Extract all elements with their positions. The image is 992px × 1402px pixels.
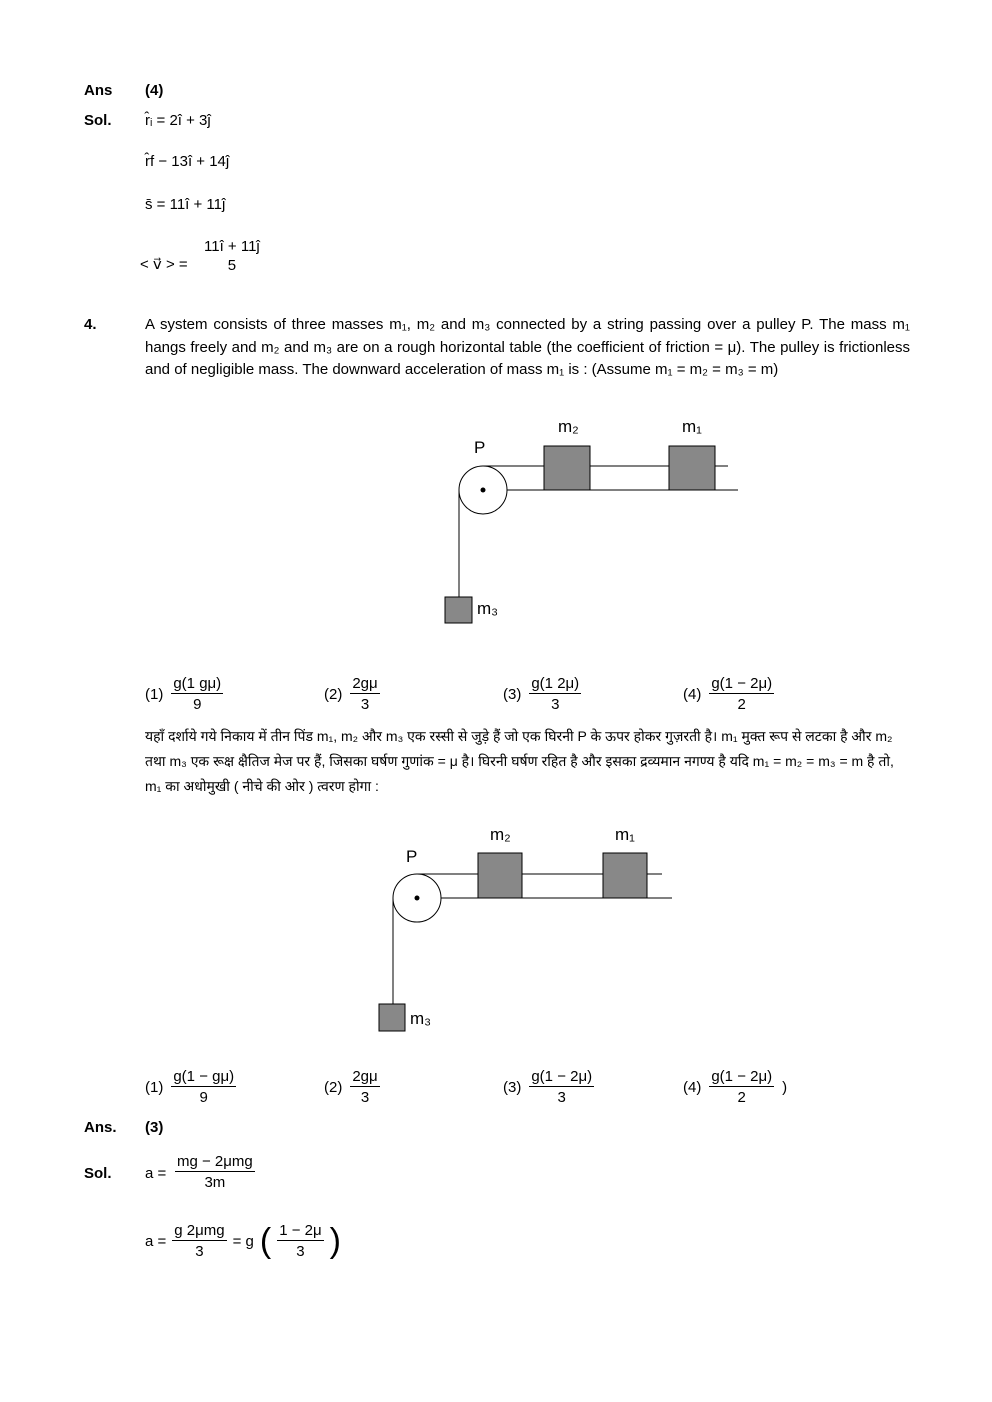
block-m2	[544, 446, 590, 490]
pulley-diagram-english	[0, 400, 992, 640]
equation-1-fraction: mg − 2μmg 3m	[177, 1153, 253, 1191]
equation-1-lhs: a =	[145, 1165, 167, 1182]
option-fraction: $\frac{g(1 - 2\mu)}{2}$	[711, 1068, 773, 1106]
block-label-m3: m₃	[410, 1009, 432, 1028]
option-2[interactable]	[324, 672, 380, 716]
block-m3	[445, 597, 472, 623]
option-1[interactable]	[145, 1065, 236, 1109]
option-2[interactable]	[324, 1065, 380, 1109]
ans-value: (4)	[145, 82, 164, 99]
pulley-label: P	[474, 438, 486, 457]
equation-ri: r̂ᵢ = 2î + 3ĵ	[145, 112, 211, 129]
option-label: (1)	[145, 1078, 164, 1096]
pulley-axle	[415, 896, 420, 901]
block-label-m3: m₃	[477, 599, 499, 618]
pulley-axle	[481, 488, 486, 493]
equation-2-paren-fraction: $\frac{1 - 2\mu}{3}$	[279, 1222, 322, 1260]
right-paren: )	[329, 1222, 341, 1260]
option-fraction: $\frac{2g\mu}{3}$	[352, 1068, 378, 1106]
avg-velocity-fraction	[204, 238, 260, 274]
option-label: (1)	[145, 685, 164, 703]
option-label: (2)	[324, 1078, 343, 1096]
sol-label: Sol.	[84, 1165, 112, 1182]
option-4[interactable]	[683, 672, 774, 716]
sol-label: Sol.	[84, 112, 112, 129]
pulley-diagram-hindi	[0, 812, 992, 1042]
option-3[interactable]	[503, 672, 581, 716]
equation-s: s̄ = 11î + 11ĵ	[145, 196, 226, 213]
equation-2-fraction: $\frac{\text{g 2μmg}}{3}$	[174, 1222, 225, 1260]
ans-label: Ans.	[84, 1119, 117, 1136]
option-label: (4)	[683, 1078, 702, 1096]
option-fraction: $\frac{g(1 g\mu)}{9}$	[173, 675, 222, 713]
equation-rf: r̂f − 13î + 14ĵ	[145, 153, 230, 170]
block-m1	[669, 446, 715, 490]
equation-2	[145, 1219, 341, 1263]
question-text: A system consists of three masses m₁, m₂ and m₃ connected by a string passing over a pulley P. The mass m₁ hangs freely and m₂ and m₃ are on a rough horizontal table (the coefficient of friction = μ). The pulley is frictionless and of negligible mass. The downward acceleration of mass m₁ is : (Assume m₁ = m₂ = m₃ = m)	[145, 316, 910, 378]
ans-label: Ans	[84, 82, 113, 99]
avg-velocity-numerator: 11î + 11ĵ	[204, 238, 260, 255]
question-number: 4.	[84, 316, 97, 333]
block-m1	[603, 853, 647, 898]
option-label: (3)	[503, 1078, 522, 1096]
block-m3	[379, 1004, 405, 1031]
option-4[interactable]	[683, 1065, 787, 1109]
block-label-m1: m₁	[682, 417, 702, 436]
option-suffix: )	[782, 1078, 788, 1096]
option-label: (2)	[324, 685, 343, 703]
option-fraction: $\frac{g(1 2\mu)}{3}$	[531, 675, 580, 713]
left-paren: (	[259, 1222, 272, 1260]
equation-2-lhs: a =	[145, 1232, 167, 1250]
option-label: (4)	[683, 685, 702, 703]
pulley-label: P	[406, 847, 418, 866]
option-1[interactable]	[145, 672, 223, 716]
block-label-m2: m₂	[558, 417, 579, 436]
ans-value: (3)	[145, 1119, 164, 1136]
option-fraction: $\frac{g(1 - 2\mu)}{3}$	[531, 1068, 593, 1106]
equation-2-mid: = g	[232, 1232, 254, 1250]
option-fraction: $\frac{2g\mu}{3}$	[352, 675, 378, 713]
question-text-hindi: यहाँ दर्शाये गये निकाय में तीन पिंड m₁, m₂ और m₃ एक रस्सी से जुड़े हैं जो एक घिरनी P के ऊपर होकर गुज़रती है। m₁ मुक्त रूप से लटका है और m₂ तथा m₃ एक रूक्ष क्षैतिज मेज पर हैं, जिसका घर्षण गुणांक = μ है। घिरनी घर्षण रहित है और इसका द्रव्यमान नगण्य है यदि m₁ = m₂ = m₃ = m है तो, m₁ का अधोमुखी ( नीचे की ओर ) त्वरण होगा :	[145, 728, 894, 794]
block-label-m1: m₁	[615, 825, 635, 844]
option-fraction: $\frac{g(1 - g\mu)}{9}$	[173, 1068, 235, 1106]
option-label: (3)	[503, 685, 522, 703]
block-label-m2: m₂	[490, 825, 511, 844]
option-fraction: $\frac{g(1 - 2\mu)}{2}$	[711, 675, 773, 713]
block-m2	[478, 853, 522, 898]
avg-velocity-denominator: 5	[227, 257, 237, 274]
option-3[interactable]	[503, 1065, 594, 1109]
avg-velocity-lhs: < v⃗ > =	[140, 256, 188, 273]
